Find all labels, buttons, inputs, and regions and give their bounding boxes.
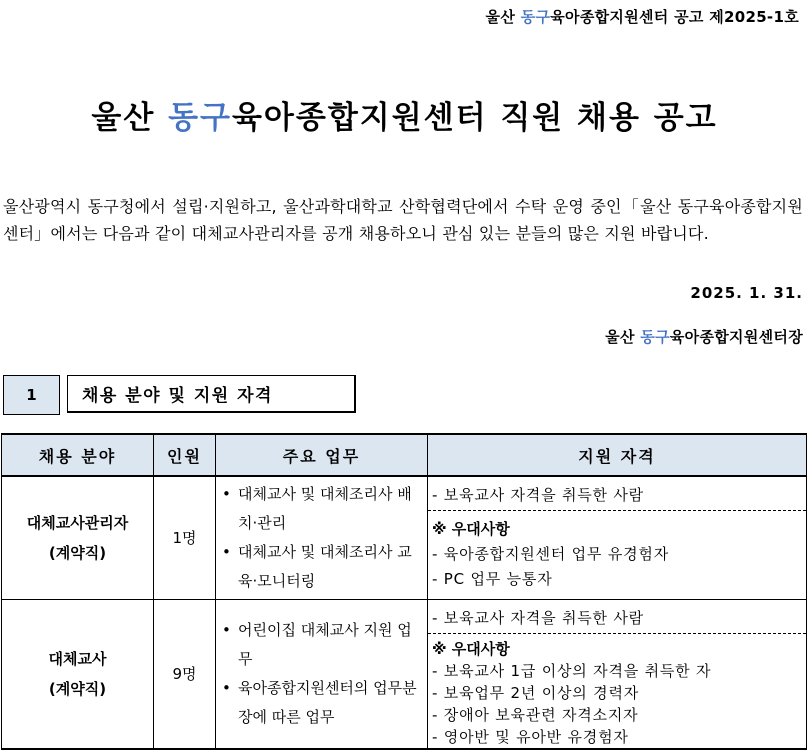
- basic-qualification: - 보육교사 자격을 취득한 사람: [428, 600, 806, 634]
- preferences: [428, 511, 806, 592]
- preference-item: - PC 업무 능통자: [432, 570, 553, 588]
- duty-item: • 육아종합지원센터의 업무분장에 따른 업무: [238, 674, 423, 732]
- header-qualifications: 지원 자격: [428, 434, 807, 476]
- page-title: [0, 92, 809, 137]
- section-title: 채용 분야 및 지원 자격: [67, 375, 356, 413]
- count-cell: 1명: [154, 476, 216, 599]
- field-cell: [2, 476, 154, 599]
- field-name: 대체교사관리자: [26, 513, 129, 532]
- field-type: (계약직): [48, 679, 107, 698]
- title-highlight: 동구: [168, 100, 232, 136]
- notice-suffix: 육아종합지원센터 공고 제2025-1호: [550, 8, 799, 26]
- field-type: (계약직): [48, 543, 107, 562]
- table-row: [2, 476, 807, 599]
- preference-item: - 보육교사 1급 이상의 자격을 취득한 자: [432, 661, 712, 680]
- signature: [605, 326, 803, 347]
- preferences: [428, 634, 806, 748]
- notice-number: [486, 6, 799, 27]
- duty-item: • 대체교사 및 대체조리사 배치·관리: [238, 480, 423, 538]
- signature-suffix: 육아종합지원센터장: [669, 328, 803, 346]
- duty-item: • 대체교사 및 대체조리사 교육·모니터링: [238, 538, 423, 596]
- duty-item: • 어린이집 대체교사 지원 업무: [238, 616, 423, 674]
- qualifications-cell: [428, 599, 807, 749]
- field-name: 대체교사: [48, 649, 107, 668]
- duties-cell: [216, 599, 428, 749]
- preference-item: - 장애아 보육관련 자격소지자: [432, 705, 639, 724]
- table-header-row: [2, 434, 807, 476]
- signature-prefix: 울산: [605, 328, 641, 346]
- title-prefix: 울산: [91, 100, 169, 136]
- header-field: 채용 분야: [2, 434, 154, 476]
- announcement-date: 2025. 1. 31.: [690, 284, 803, 302]
- preference-item: - 영아반 및 유아반 유경험자: [432, 727, 629, 746]
- section-number: 1: [3, 375, 60, 415]
- header-duties: 주요 업무: [216, 434, 428, 476]
- preference-item: - 육아종합지원센터 업무 유경험자: [432, 545, 669, 563]
- notice-highlight: 동구: [520, 8, 551, 26]
- notice-prefix: 울산: [485, 8, 521, 26]
- header-count: 인원: [154, 434, 216, 476]
- duties-cell: [216, 476, 428, 599]
- preference-item: - 보육업무 2년 이상의 경력자: [432, 683, 640, 702]
- preferences-heading: ※ 우대사항: [432, 639, 510, 658]
- field-cell: [2, 599, 154, 749]
- preferences-heading: ※ 우대사항: [432, 520, 510, 538]
- basic-qualification: - 보육교사 자격을 취득한 사람: [428, 477, 806, 511]
- signature-highlight: 동구: [640, 328, 670, 346]
- recruitment-table: [1, 433, 807, 750]
- qualifications-cell: [428, 476, 807, 599]
- table-row: [2, 599, 807, 749]
- title-suffix: 육아종합지원센터 직원 채용 공고: [231, 100, 718, 136]
- intro-paragraph: 울산광역시 동구청에서 설립·지원하고, 울산과학대학교 산학협력단에서 수탁 운영 중인「울산 동구육아종합지원센터」에서는 다음과 같이 대체교사관리자를 공개 채용하오니 관심 있는 분들의 많은 지원 바랍니다.: [3, 197, 803, 243]
- count-cell: 9명: [154, 599, 216, 749]
